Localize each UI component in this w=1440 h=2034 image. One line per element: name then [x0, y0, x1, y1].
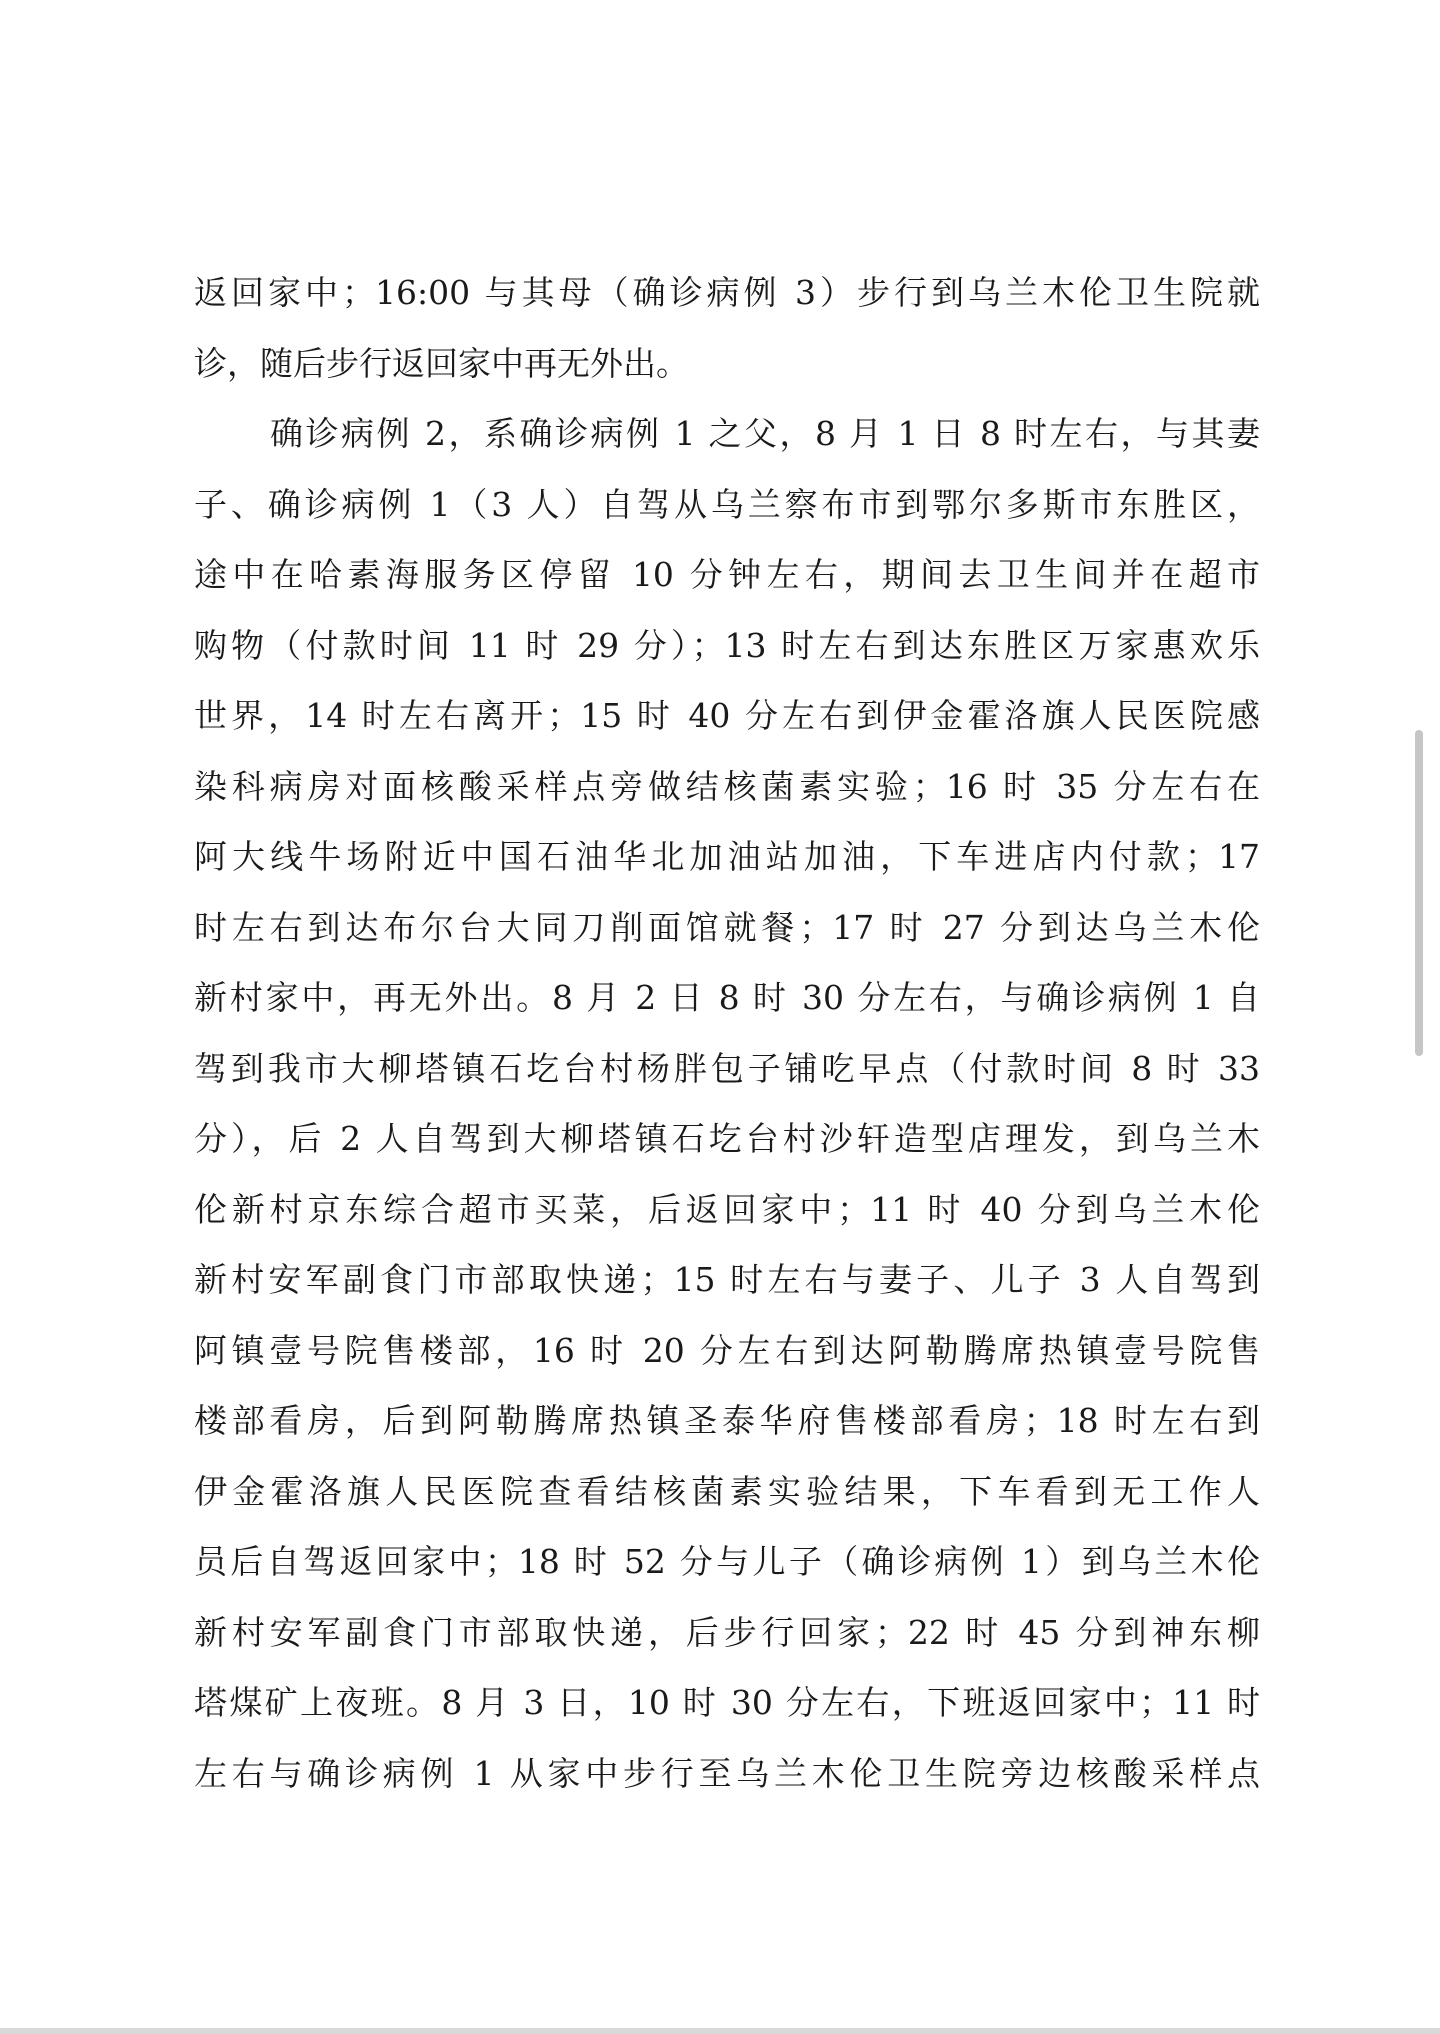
- page-bottom-edge: [0, 2028, 1440, 2034]
- text-line: 确诊病例 2，系确诊病例 1 之父，8 月 1 日 8 时左右，与其妻: [270, 414, 1260, 453]
- text-line: 阿镇壹号院售楼部，16 时 20 分左右到达阿勒腾席热镇壹号院售: [194, 1330, 1260, 1370]
- text-line: 伦新村京东综合超市买菜，后返回家中；11 时 40 分到乌兰木伦: [194, 1189, 1260, 1229]
- text-line: 驾到我市大柳塔镇石圪台村杨胖包子铺吃早点（付款时间 8 时 33: [194, 1048, 1260, 1088]
- text-line: 伊金霍洛旗人民医院查看结核菌素实验结果，下车看到无工作人: [194, 1471, 1260, 1511]
- text-line: 新村家中，再无外出。8 月 2 日 8 时 30 分左右，与确诊病例 1 自: [194, 978, 1260, 1017]
- text-line: 新村安军副食门市部取快递，后步行回家；22 时 45 分到神东柳: [194, 1612, 1260, 1652]
- text-line: 时左右到达布尔台大同刀削面馆就餐；17 时 27 分到达乌兰木伦: [194, 907, 1260, 947]
- text-line: 阿大线牛场附近中国石油华北加油站加油，下车进店内付款；17: [194, 837, 1260, 876]
- text-line: 购物（付款时间 11 时 29 分）；13 时左右到达东胜区万家惠欢乐: [194, 625, 1260, 665]
- text-line: 染科病房对面核酸采样点旁做结核菌素实验；16 时 35 分左右在: [194, 766, 1260, 806]
- text-line: 塔煤矿上夜班。8 月 3 日，10 时 30 分左右，下班返回家中；11 时: [194, 1683, 1260, 1722]
- text-line: 途中在哈素海服务区停留 10 分钟左右，期间去卫生间并在超市: [194, 555, 1260, 594]
- document-body: [194, 258, 1260, 1809]
- text-line: 分），后 2 人自驾到大柳塔镇石圪台村沙轩造型店理发，到乌兰木: [194, 1119, 1260, 1158]
- text-line: 诊，随后步行返回家中再无外出。: [194, 343, 689, 383]
- text-line: 员后自驾返回家中；18 时 52 分与儿子（确诊病例 1）到乌兰木伦: [194, 1542, 1260, 1581]
- text-line: 左右与确诊病例 1 从家中步行至乌兰木伦卫生院旁边核酸采样点: [194, 1753, 1260, 1793]
- text-line: 子、确诊病例 1（3 人）自驾从乌兰察布市到鄂尔多斯市东胜区，: [194, 484, 1260, 524]
- text-line: 新村安军副食门市部取快递；15 时左右与妻子、儿子 3 人自驾到: [194, 1260, 1260, 1299]
- scrollbar-thumb[interactable]: [1415, 730, 1423, 1056]
- text-line: 返回家中；16:00 与其母（确诊病例 3）步行到乌兰木伦卫生院就: [194, 273, 1260, 312]
- text-line: 楼部看房，后到阿勒腾席热镇圣泰华府售楼部看房；18 时左右到: [194, 1401, 1260, 1440]
- text-line: 世界，14 时左右离开；15 时 40 分左右到伊金霍洛旗人民医院感: [194, 696, 1260, 735]
